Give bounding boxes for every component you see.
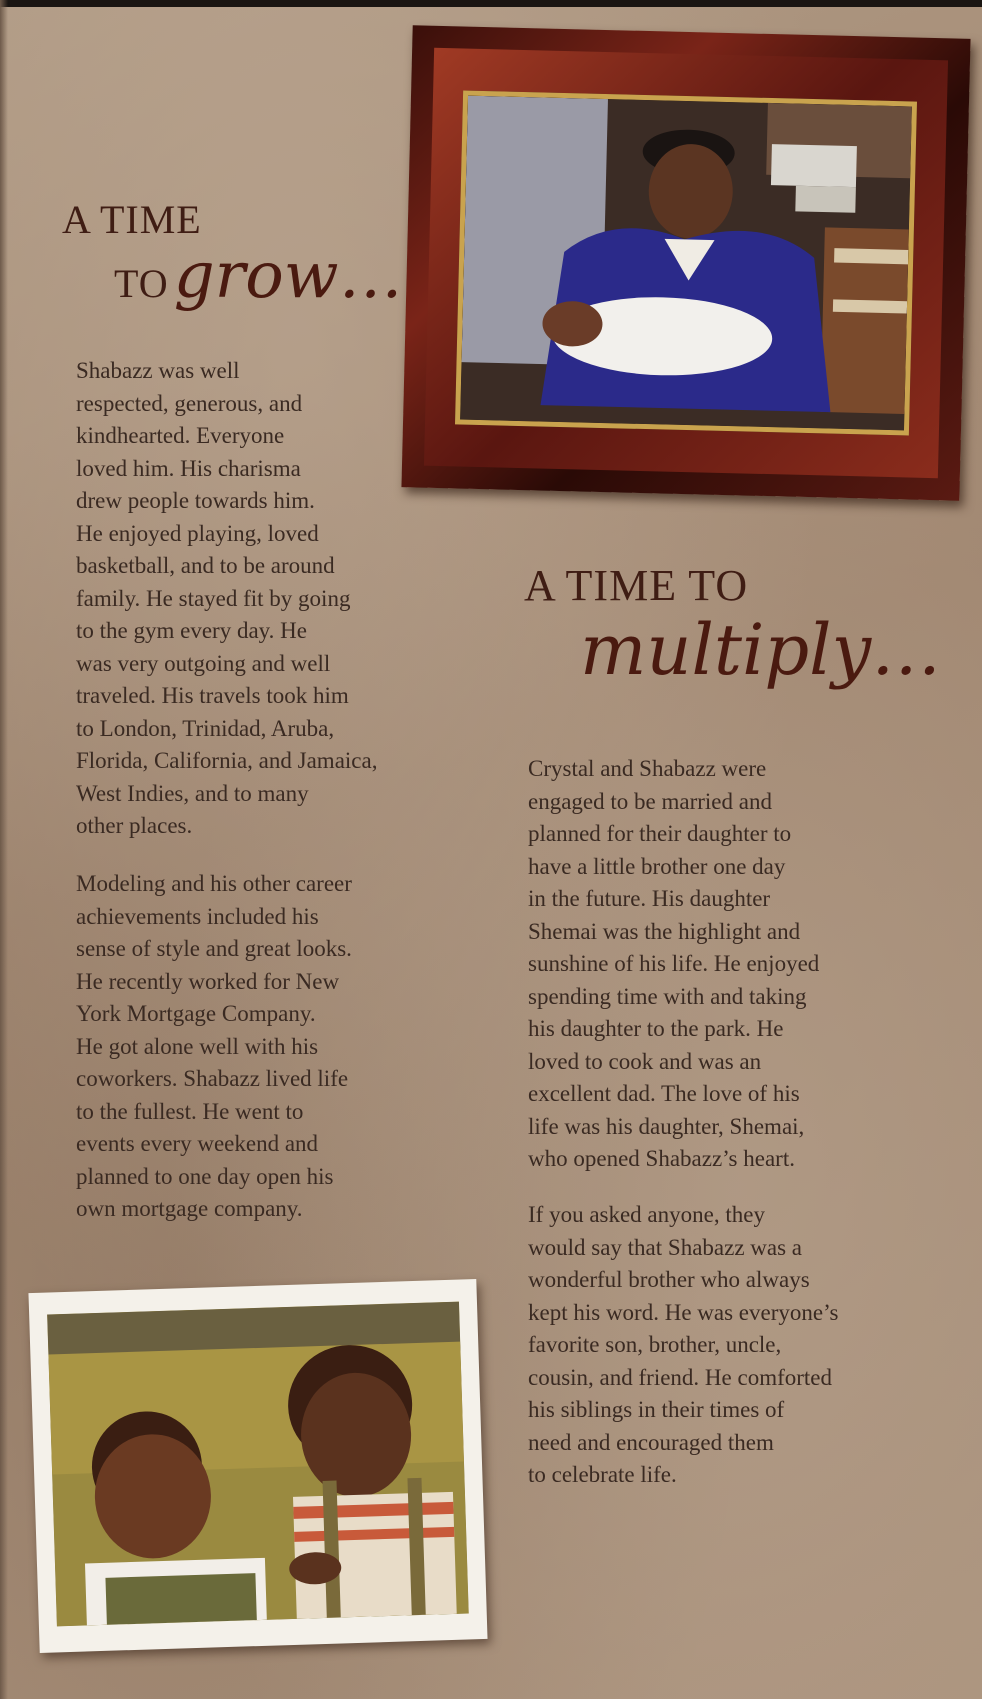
top-edge (0, 0, 982, 7)
father-with-baby-illustration (460, 96, 912, 431)
paragraph-line: engaged to be married and (528, 788, 772, 814)
paragraph-line: kept his word. He was everyone’s (528, 1299, 839, 1325)
paragraph-line: family. He stayed fit by going (76, 585, 351, 611)
paragraph-line: to celebrate life. (528, 1462, 677, 1487)
paragraph-line: planned to one day open his (76, 1163, 334, 1189)
multiply-heading-line2 (580, 609, 941, 691)
binding-edge (0, 0, 8, 1699)
paragraph-line: Shemai was the highlight and (528, 918, 801, 944)
paragraph-line: need and encouraged them (528, 1429, 774, 1455)
paragraph-line: If you asked anyone, they (528, 1202, 765, 1227)
grow-heading-line2 (114, 239, 403, 313)
paragraph-line: Shabazz was well (76, 358, 240, 383)
paragraph-line: favorite son, brother, uncle, (528, 1332, 782, 1357)
paragraph-line: spending time with and taking (528, 983, 807, 1009)
paragraph-line: other places. (76, 813, 193, 838)
paragraph-line: Florida, California, and Jamaica, (76, 748, 378, 773)
paragraph-line: excellent dad. The love of his (528, 1081, 800, 1106)
paragraph-line: his siblings in their times of (528, 1397, 785, 1422)
multiply-paragraph-2 (528, 1199, 838, 1492)
paragraph-line: have a little brother one day (528, 853, 786, 879)
grow-heading-line1: A TIME (62, 197, 202, 242)
multiply-heading-script: multiply… (580, 609, 942, 691)
paragraph-line: in the future. His daughter (528, 886, 771, 911)
paragraph-line: He recently worked for New (76, 968, 340, 994)
paragraph-line: He enjoyed playing, loved (76, 520, 319, 546)
paragraph-line: Modeling and his other career (76, 871, 352, 896)
paragraph-line: own mortgage company. (76, 1196, 303, 1221)
polaroid-photo-image (47, 1302, 469, 1627)
paragraph-line: sunshine of his life. He enjoyed (528, 951, 820, 976)
paragraph-line: coworkers. Shabazz lived life (76, 1066, 349, 1091)
paragraph-line: sense of style and great looks. (76, 936, 352, 961)
framed-photo-image (455, 91, 917, 436)
paragraph-line: events every weekend and (76, 1131, 319, 1156)
paragraph-line: his daughter to the park. He (528, 1016, 784, 1041)
paragraph-line: life was his daughter, Shemai, (528, 1113, 805, 1139)
paragraph-line: drew people towards him. (76, 488, 315, 513)
paragraph-line: basketball, and to be around (76, 553, 335, 578)
paragraph-line: to the fullest. He went to (76, 1098, 304, 1124)
grow-heading-to: TO (114, 261, 169, 306)
paragraph-line: was very outgoing and well (76, 650, 331, 676)
paragraph-line: to London, Trinidad, Aruba, (76, 715, 335, 741)
paragraph-line: loved him. His charisma (76, 455, 301, 481)
framed-photo (401, 25, 970, 500)
paragraph-line: York Mortgage Company. (76, 1001, 316, 1026)
paragraph-line: achievements included his (76, 903, 319, 929)
paragraph-line: Crystal and Shabazz were (528, 756, 767, 781)
paragraph-line: cousin, and friend. He comforted (528, 1364, 833, 1390)
paragraph-line: who opened Shabazz’s heart. (528, 1146, 795, 1171)
paragraph-line: to the gym every day. He (76, 618, 307, 643)
paragraph-line: would say that Shabazz was a (528, 1234, 803, 1260)
paragraph-line: traveled. His travels took him (76, 683, 349, 708)
paragraph-line: wonderful brother who always (528, 1267, 810, 1292)
grow-paragraph-1 (76, 355, 377, 843)
paragraph-line: planned for their daughter to (528, 821, 792, 846)
multiply-paragraph-1 (528, 753, 819, 1176)
multiply-heading-line1: A TIME TO (524, 561, 749, 610)
paragraph-line: loved to cook and was an (528, 1048, 762, 1074)
two-toddlers-illustration (47, 1302, 469, 1627)
multiply-heading (524, 560, 941, 691)
paragraph-line: respected, generous, and (76, 390, 303, 416)
paragraph-line: West Indies, and to many (76, 780, 309, 806)
grow-paragraph-2 (76, 868, 352, 1226)
polaroid-photo (28, 1279, 487, 1653)
grow-heading (62, 196, 403, 313)
paragraph-line: kindhearted. Everyone (76, 423, 285, 448)
grow-heading-script: grow… (173, 239, 403, 313)
paragraph-line: He got alone well with his (76, 1033, 319, 1059)
